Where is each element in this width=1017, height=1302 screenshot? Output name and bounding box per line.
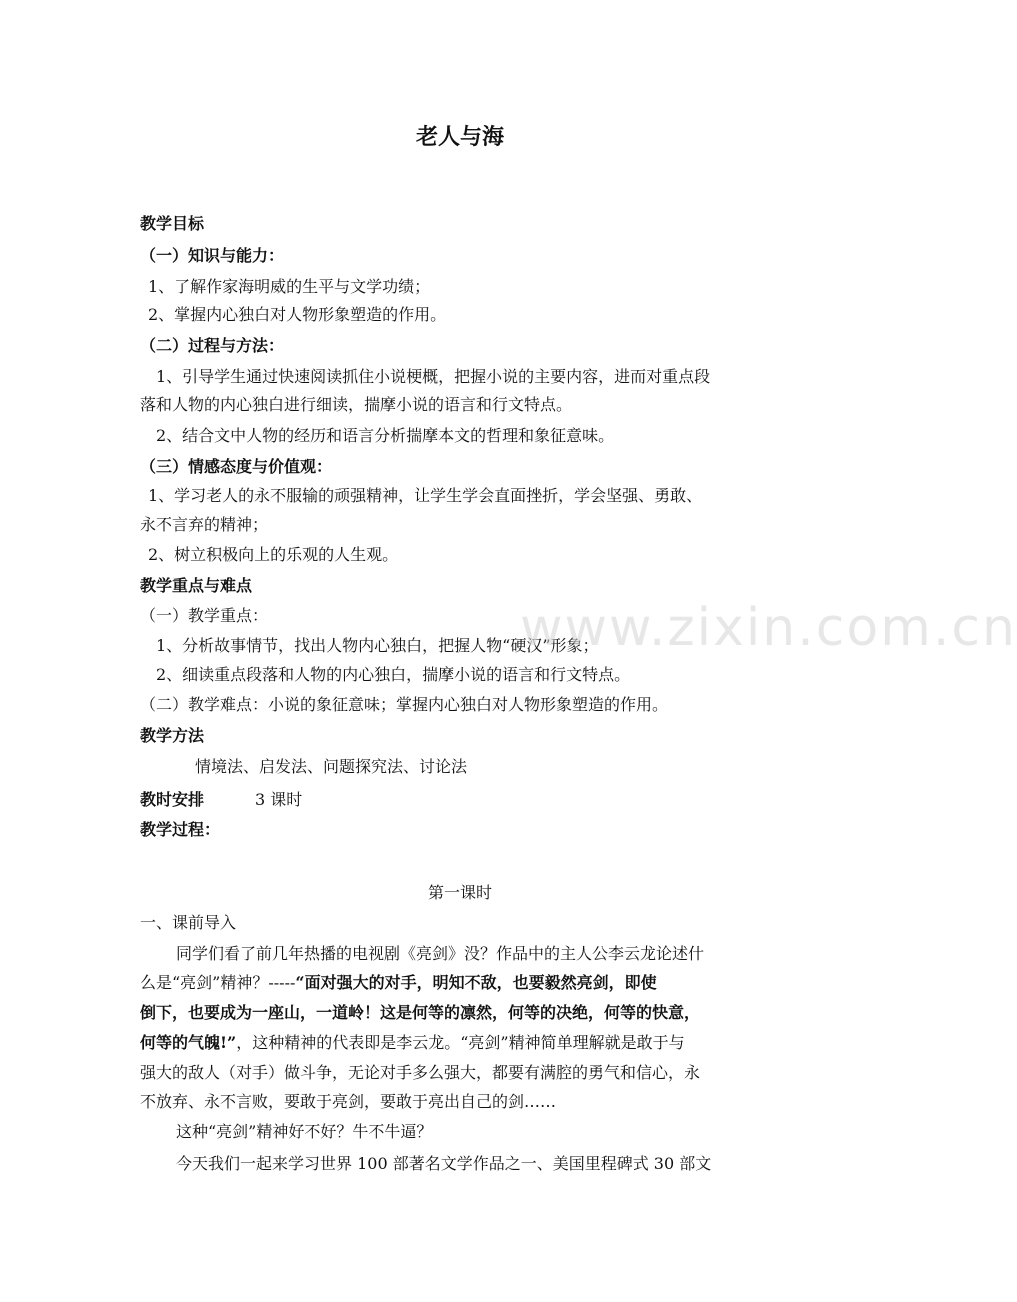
intro-text-continued: ，这种精神的代表即是李云龙。“亮剑”精神简单理解就是敢于与 — [236, 1033, 685, 1052]
methods-content: 情境法、启发法、问题探究法、讨论法 — [195, 757, 468, 776]
intro-question: 这种“亮剑”精神好不好？牛不牛逼？ — [176, 1122, 433, 1141]
keypoints-item-1: 1、分析故事情节，找出人物内心独白，把握人物“硬汉”形象； — [156, 636, 599, 655]
document-title: 老人与海 — [415, 125, 504, 150]
methods-heading: 教学方法 — [140, 726, 205, 745]
intro-quote: “面对强大的对手，明知不敌，也要毅然亮剑，即使 — [295, 973, 657, 992]
objectives-heading: 教学目标 — [140, 214, 205, 233]
schedule-heading: 教时安排 — [140, 790, 205, 809]
objectives-item-1: 1、了解作家海明威的生平与文学功绩； — [148, 277, 431, 296]
objectives-item-5-line-1: 1、学习老人的永不服输的顽强精神，让学生学会直面挫折，学会坚强、勇敢、 — [148, 486, 703, 505]
intro-paragraph-line-4 — [140, 1032, 790, 1054]
watermark: www.zixin.com.cn — [520, 598, 1017, 658]
intro-quote-end: 何等的气魄!” — [140, 1033, 237, 1052]
process-heading: 教学过程： — [140, 820, 221, 839]
objectives-item-5-line-2: 永不言弃的精神； — [140, 515, 269, 534]
intro-text: 么是“亮剑”精神？----- — [140, 973, 296, 992]
keypoints-item-2: 2、细读重点段落和人物的内心独白，揣摩小说的语言和行文特点。 — [156, 665, 631, 684]
intro-paragraph-line-5: 强大的敌人（对手）做斗争，无论对手多么强大，都要有满腔的勇气和信心，永 — [140, 1063, 701, 1082]
schedule-content: 3 课时 — [255, 790, 303, 809]
lesson-1-heading: 第一课时 — [427, 883, 492, 902]
intro-paragraph-line-6: 不放弃、永不言败，要敢于亮剑，要敢于亮出自己的剑…… — [140, 1092, 557, 1111]
objectives-subheading-3: （三）情感态度与价值观： — [140, 457, 333, 476]
intro-paragraph-line-2 — [140, 972, 790, 994]
objectives-item-3-line-2: 落和人物的内心独白进行细读，揣摩小说的语言和行文特点。 — [140, 395, 573, 414]
intro-paragraph-line-1: 同学们看了前几年热播的电视剧《亮剑》没？作品中的主人公李云龙论述什 — [176, 944, 705, 963]
objectives-item-4: 2、结合文中人物的经历和语言分析揣摩本文的哲理和象征意味。 — [156, 426, 615, 445]
objectives-item-3-line-1: 1、引导学生通过快速阅读抓住小说梗概，把握小说的主要内容，进而对重点段 — [156, 367, 711, 386]
lesson-1-section-heading: 一、课前导入 — [140, 913, 237, 932]
objectives-subheading-1: （一）知识与能力： — [140, 246, 285, 265]
intro-next-paragraph: 今天我们一起来学习世界 100 部著名文学作品之一、美国里程碑式 30 部文 — [176, 1154, 712, 1173]
intro-paragraph-line-3: 倒下，也要成为一座山，一道岭！这是何等的凛然，何等的决绝，何等的快意， — [140, 1003, 701, 1022]
keypoints-subheading-2: （二）教学难点：小说的象征意味；掌握内心独白对人物形象塑造的作用。 — [140, 695, 669, 714]
objectives-item-6: 2、树立积极向上的乐观的人生观。 — [148, 545, 399, 564]
objectives-item-2: 2、掌握内心独白对人物形象塑造的作用。 — [148, 305, 447, 324]
objectives-subheading-2: （二）过程与方法： — [140, 336, 285, 355]
keypoints-heading: 教学重点与难点 — [140, 576, 253, 595]
keypoints-subheading-1: （一）教学重点： — [140, 606, 269, 625]
